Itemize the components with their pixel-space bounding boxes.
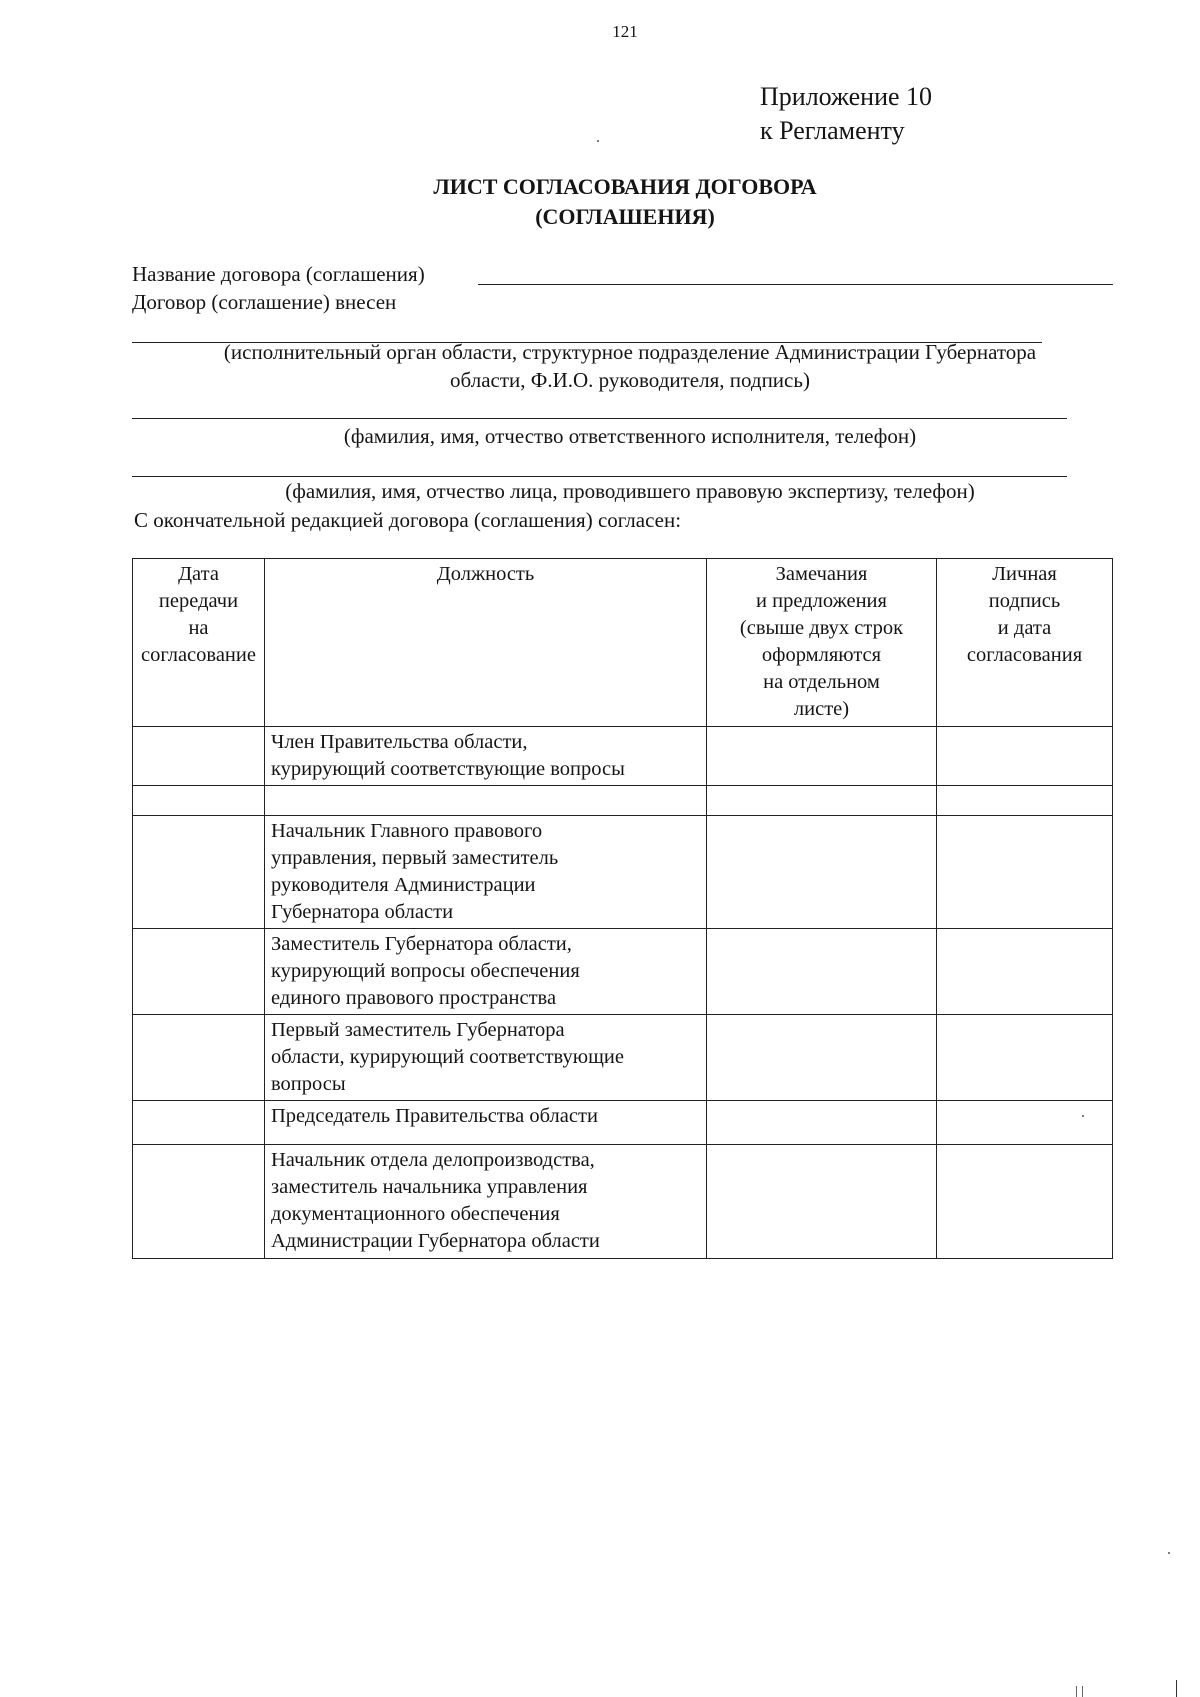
cell-signature[interactable] (937, 1101, 1113, 1145)
cell-date[interactable] (133, 1145, 265, 1259)
legal-review-blank[interactable] (132, 476, 1067, 477)
appendix-line-1: Приложение 10 (760, 82, 933, 111)
cell-remarks[interactable] (707, 1015, 937, 1101)
contract-name-blank[interactable] (478, 284, 1113, 285)
caption-executive-body-line-1: (исполнительный орган области, структурное подразделение Администрации Губернатора (223, 340, 1037, 364)
position-line: управления, первый заместитель (271, 847, 559, 869)
position-line: единого правового пространства (271, 987, 557, 1009)
appendix-line-2: к Регламенту (760, 116, 905, 145)
cell-remarks[interactable] (707, 1101, 937, 1145)
table-row (133, 727, 1113, 786)
cell-signature[interactable] (937, 929, 1113, 1015)
position-line: Член Правительства области, (271, 731, 528, 753)
table-row (133, 1015, 1113, 1101)
document-title (300, 172, 950, 232)
header-remarks-line: (свыше двух строк (739, 617, 904, 639)
cell-signature[interactable] (937, 727, 1113, 786)
cell-position (265, 1145, 707, 1259)
header-date-line: передачи (158, 590, 239, 612)
header-signature-line: Личная (992, 563, 1057, 585)
header-signature (937, 559, 1113, 727)
cell-signature[interactable] (937, 1145, 1113, 1259)
header-remarks-line: листе) (793, 698, 850, 720)
position-line: Председатель Правительства области (271, 1105, 598, 1127)
header-date-line: Дата (178, 563, 219, 585)
scan-speck (597, 140, 599, 142)
cell-remarks[interactable] (707, 929, 937, 1015)
header-remarks-line: и предложения (756, 590, 887, 612)
cell-signature[interactable] (937, 786, 1113, 816)
cell-date[interactable] (133, 1015, 265, 1101)
cell-remarks[interactable] (707, 786, 937, 816)
cell-remarks[interactable] (707, 727, 937, 786)
position-line: руководителя Администрации (271, 874, 536, 896)
position-line: Первый заместитель Губернатора (271, 1019, 565, 1041)
header-signature-line: подпись (988, 590, 1061, 612)
table-header-row (133, 559, 1113, 727)
header-position: Должность (265, 559, 707, 727)
caption-responsible-executor: (фамилия, имя, отчество ответственного исполнителя, телефон) (343, 424, 917, 448)
table-row (133, 1145, 1113, 1259)
header-date-line: на (188, 617, 209, 639)
position-line: курирующий вопросы обеспечения (271, 960, 580, 982)
cell-date[interactable] (133, 727, 265, 786)
cell-signature[interactable] (937, 816, 1113, 929)
position-line: вопросы (271, 1073, 346, 1095)
table-row (133, 816, 1113, 929)
title-line-2: (СОГЛАШЕНИЯ) (535, 204, 715, 229)
contract-name-label: Название договора (соглашения) (132, 262, 425, 286)
table-row (133, 1101, 1113, 1145)
header-remarks (707, 559, 937, 727)
cell-date[interactable] (133, 816, 265, 929)
cell-date[interactable] (133, 1101, 265, 1145)
caption-executive-body-line-2: области, Ф.И.О. руководителя, подпись) (450, 368, 810, 392)
position-line: области, курирующий соответствующие (271, 1046, 624, 1068)
scan-speck (1168, 1552, 1170, 1554)
cell-signature[interactable] (937, 1015, 1113, 1101)
approval-table (132, 558, 1113, 1259)
header-remarks-line: оформляются (761, 644, 882, 666)
agreement-statement: С окончательной редакцией договора (соглашения) согласен: (134, 508, 682, 532)
cell-remarks[interactable] (707, 816, 937, 929)
position-line: Администрации Губернатора области (271, 1230, 600, 1252)
header-signature-line: согласования (966, 644, 1083, 666)
cell-position (265, 727, 707, 786)
scan-speck (1082, 1115, 1084, 1117)
responsible-executor-blank[interactable] (132, 418, 1067, 419)
position-line: курирующий соответствующие вопросы (271, 758, 625, 780)
page-number: 121 (612, 22, 638, 41)
position-line: Начальник Главного правового (271, 820, 543, 842)
position-line: Начальник отдела делопроизводства, (271, 1149, 595, 1171)
title-line-1: ЛИСТ СОГЛАСОВАНИЯ ДОГОВОРА (433, 174, 817, 199)
cell-position[interactable] (265, 786, 707, 816)
cell-position (265, 1015, 707, 1101)
submitted-by-label: Договор (соглашение) внесен (132, 290, 397, 314)
header-date (133, 559, 265, 727)
header-signature-line: и дата (997, 617, 1052, 639)
cell-date[interactable] (133, 929, 265, 1015)
appendix-reference (760, 80, 932, 148)
cell-position (265, 816, 707, 929)
cell-position (265, 1101, 707, 1145)
cell-position (265, 929, 707, 1015)
header-remarks-line: Замечания (775, 563, 868, 585)
scan-edge-mark (1076, 1686, 1077, 1697)
position-line: Губернатора области (271, 901, 454, 923)
table-row (133, 786, 1113, 816)
header-date-line: согласование (141, 644, 256, 666)
caption-legal-review: (фамилия, имя, отчество лица, проводившего правовую экспертизу, телефон) (285, 479, 975, 503)
scan-edge-mark (1082, 1686, 1083, 1697)
cell-remarks[interactable] (707, 1145, 937, 1259)
header-remarks-line: на отдельном (763, 671, 880, 693)
position-line: заместитель начальника управления (271, 1176, 588, 1198)
cell-date[interactable] (133, 786, 265, 816)
table-row (133, 929, 1113, 1015)
scan-edge-mark (1176, 1680, 1177, 1697)
position-line: документационного обеспечения (271, 1203, 560, 1225)
position-line: Заместитель Губернатора области, (271, 933, 572, 955)
